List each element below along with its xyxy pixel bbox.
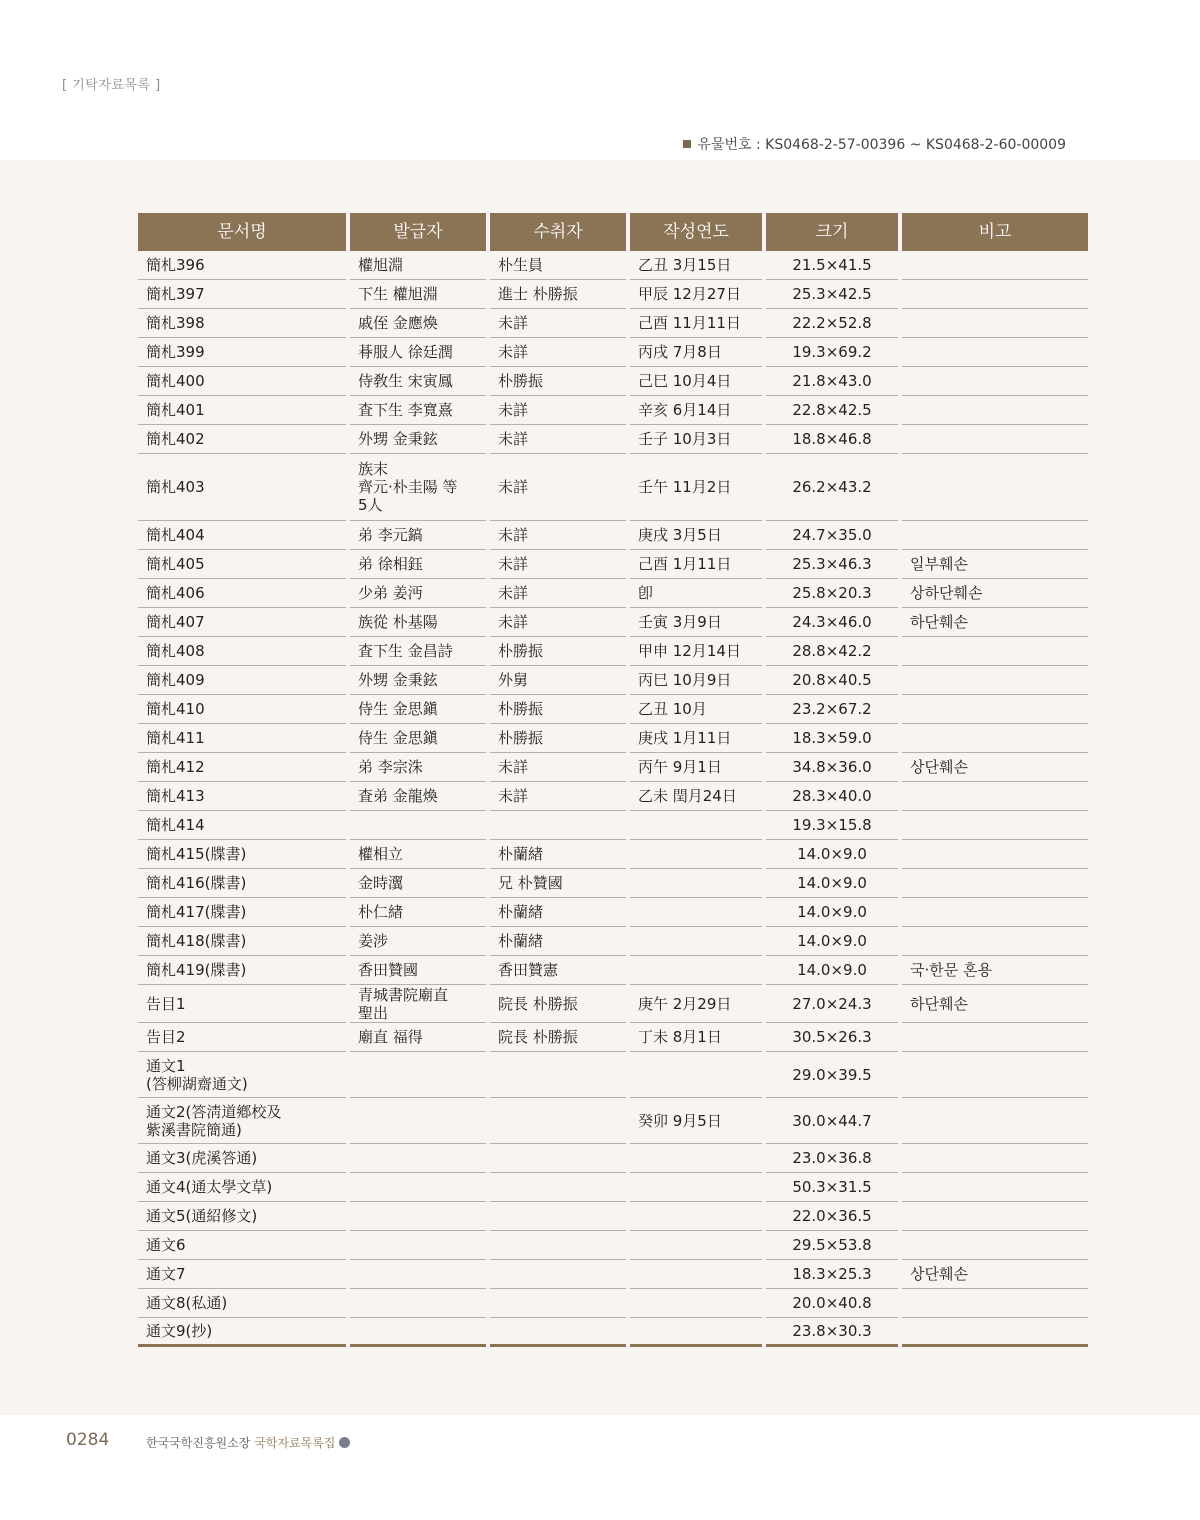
cell-issuer: 侍敎生 宋寅鳳 xyxy=(350,367,486,396)
cell-note xyxy=(902,309,1088,338)
cell-name: 簡札417(牒書) xyxy=(138,898,346,927)
cell-issuer: 下生 權旭淵 xyxy=(350,280,486,309)
cell-size: 24.7×35.0 xyxy=(766,521,898,550)
cell-note xyxy=(902,1202,1088,1231)
cell-recipient: 院長 朴勝振 xyxy=(490,1023,626,1052)
cell-issuer: 査弟 金龍煥 xyxy=(350,782,486,811)
table-row xyxy=(138,1289,1068,1318)
cell-recipient: 未詳 xyxy=(490,608,626,637)
cell-date: 己酉 1月11日 xyxy=(630,550,762,579)
cell-name: 簡札406 xyxy=(138,579,346,608)
table-row xyxy=(138,869,1068,898)
cell-recipient: 未詳 xyxy=(490,338,626,367)
cell-issuer: 權旭淵 xyxy=(350,251,486,280)
cell-name: 簡札397 xyxy=(138,280,346,309)
cell-recipient: 未詳 xyxy=(490,550,626,579)
table-row xyxy=(138,309,1068,338)
cell-recipient: 進士 朴勝振 xyxy=(490,280,626,309)
cell-date: 庚戌 3月5日 xyxy=(630,521,762,550)
table-row xyxy=(138,1173,1068,1202)
cell-note xyxy=(902,637,1088,666)
cell-name: 通文8(私通) xyxy=(138,1289,346,1318)
cell-issuer: 姜涉 xyxy=(350,927,486,956)
cell-issuer xyxy=(350,1260,486,1289)
cell-size: 20.8×40.5 xyxy=(766,666,898,695)
cell-name: 通文1 (答柳湖齋通文) xyxy=(138,1052,346,1098)
cell-note xyxy=(902,782,1088,811)
cell-date: 壬寅 3月9日 xyxy=(630,608,762,637)
cell-note xyxy=(902,454,1088,521)
cell-issuer: 少弟 姜沔 xyxy=(350,579,486,608)
table-row xyxy=(138,753,1068,782)
table-row xyxy=(138,956,1068,985)
table-row xyxy=(138,1144,1068,1173)
cell-size: 23.0×36.8 xyxy=(766,1144,898,1173)
cell-issuer: 戚侄 金應煥 xyxy=(350,309,486,338)
table-row xyxy=(138,338,1068,367)
cell-issuer: 青城書院廟直 聖出 xyxy=(350,985,486,1023)
cell-name: 簡札407 xyxy=(138,608,346,637)
column-header-recipient: 수취자 xyxy=(490,213,626,251)
cell-issuer: 廟直 福得 xyxy=(350,1023,486,1052)
column-header-size: 크기 xyxy=(766,213,898,251)
cell-issuer: 外甥 金秉鉉 xyxy=(350,666,486,695)
cell-note xyxy=(902,280,1088,309)
cell-size: 14.0×9.0 xyxy=(766,898,898,927)
table-header xyxy=(138,213,1068,251)
cell-name: 簡札416(牒書) xyxy=(138,869,346,898)
cell-recipient xyxy=(490,1260,626,1289)
cell-date xyxy=(630,898,762,927)
cell-size: 34.8×36.0 xyxy=(766,753,898,782)
cell-name: 告目2 xyxy=(138,1023,346,1052)
table-row xyxy=(138,1231,1068,1260)
cell-date: 丙午 9月1日 xyxy=(630,753,762,782)
cell-note xyxy=(902,1023,1088,1052)
cell-size: 25.8×20.3 xyxy=(766,579,898,608)
table-row xyxy=(138,985,1068,1023)
cell-size: 22.8×42.5 xyxy=(766,396,898,425)
cell-size: 26.2×43.2 xyxy=(766,454,898,521)
artifact-range xyxy=(683,134,1066,154)
table-row xyxy=(138,1023,1068,1052)
table-row xyxy=(138,579,1068,608)
cell-name: 通文6 xyxy=(138,1231,346,1260)
cell-size: 23.8×30.3 xyxy=(766,1318,898,1347)
cell-date xyxy=(630,927,762,956)
cell-issuer xyxy=(350,1202,486,1231)
cell-note xyxy=(902,695,1088,724)
cell-name: 簡札410 xyxy=(138,695,346,724)
cell-recipient xyxy=(490,1052,626,1098)
cell-name: 簡札408 xyxy=(138,637,346,666)
cell-issuer: 金時瀷 xyxy=(350,869,486,898)
table-row xyxy=(138,666,1068,695)
cell-issuer: 弟 徐相鈺 xyxy=(350,550,486,579)
cell-note xyxy=(902,1144,1088,1173)
cell-date xyxy=(630,1173,762,1202)
cell-note xyxy=(902,898,1088,927)
cell-note: 상하단훼손 xyxy=(902,579,1088,608)
cell-size: 14.0×9.0 xyxy=(766,840,898,869)
column-header-note: 비고 xyxy=(902,213,1088,251)
cell-recipient: 朴勝振 xyxy=(490,724,626,753)
cell-note: 국·한문 혼용 xyxy=(902,956,1088,985)
cell-recipient: 朴蘭緖 xyxy=(490,927,626,956)
cell-recipient xyxy=(490,1289,626,1318)
cell-size: 30.5×26.3 xyxy=(766,1023,898,1052)
cell-date: 庚戌 1月11日 xyxy=(630,724,762,753)
cell-recipient: 未詳 xyxy=(490,425,626,454)
cell-issuer xyxy=(350,1144,486,1173)
column-header-issuer: 발급자 xyxy=(350,213,486,251)
cell-name: 簡札409 xyxy=(138,666,346,695)
cell-date xyxy=(630,1144,762,1173)
cell-date: 丁未 8月1日 xyxy=(630,1023,762,1052)
cell-date: 癸卯 9月5日 xyxy=(630,1098,762,1144)
cell-note xyxy=(902,724,1088,753)
cell-note xyxy=(902,927,1088,956)
cell-note xyxy=(902,1098,1088,1144)
cell-recipient xyxy=(490,1173,626,1202)
cell-note xyxy=(902,396,1088,425)
cell-name: 通文2(答淸道鄕校及 紫溪書院簡通) xyxy=(138,1098,346,1144)
cell-name: 簡札419(牒書) xyxy=(138,956,346,985)
cell-date xyxy=(630,1289,762,1318)
cell-name: 簡札396 xyxy=(138,251,346,280)
cell-size: 27.0×24.3 xyxy=(766,985,898,1023)
cell-size: 30.0×44.7 xyxy=(766,1098,898,1144)
page-number: 0284 xyxy=(66,1430,110,1450)
cell-note: 일부훼손 xyxy=(902,550,1088,579)
cell-date xyxy=(630,840,762,869)
section-label: [ 기탁자료목록 ] xyxy=(62,78,161,93)
cell-recipient: 兄 朴贊國 xyxy=(490,869,626,898)
table-row xyxy=(138,1260,1068,1289)
cell-recipient: 朴勝振 xyxy=(490,367,626,396)
cell-date: 壬子 10月3日 xyxy=(630,425,762,454)
table-row xyxy=(138,1098,1068,1144)
cell-date: 乙丑 3月15日 xyxy=(630,251,762,280)
table-row xyxy=(138,396,1068,425)
cell-issuer: 査下生 金昌詩 xyxy=(350,637,486,666)
cell-issuer xyxy=(350,1173,486,1202)
cell-name: 通文4(通太學文草) xyxy=(138,1173,346,1202)
cell-size: 28.3×40.0 xyxy=(766,782,898,811)
cell-date xyxy=(630,811,762,840)
cell-issuer: 侍生 金思鎭 xyxy=(350,724,486,753)
cell-size: 22.2×52.8 xyxy=(766,309,898,338)
cell-note xyxy=(902,811,1088,840)
table-row xyxy=(138,782,1068,811)
cell-date: 甲辰 12月27日 xyxy=(630,280,762,309)
cell-name: 簡札414 xyxy=(138,811,346,840)
cell-recipient: 朴勝振 xyxy=(490,637,626,666)
cell-name: 簡札401 xyxy=(138,396,346,425)
cell-size: 19.3×15.8 xyxy=(766,811,898,840)
circle-icon xyxy=(339,1437,350,1448)
cell-note xyxy=(902,1318,1088,1347)
cell-date xyxy=(630,869,762,898)
cell-size: 18.3×25.3 xyxy=(766,1260,898,1289)
artifact-range-text: 유물번호 : KS0468-2-57-00396 ~ KS0468-2-60-00009 xyxy=(697,137,1066,153)
cell-date: 乙丑 10月 xyxy=(630,695,762,724)
cell-date: 卽 xyxy=(630,579,762,608)
publication-title xyxy=(146,1434,350,1451)
cell-name: 簡札411 xyxy=(138,724,346,753)
cell-name: 簡札403 xyxy=(138,454,346,521)
cell-date: 己酉 11月11日 xyxy=(630,309,762,338)
cell-recipient: 朴蘭緖 xyxy=(490,898,626,927)
records-table xyxy=(138,213,1068,1347)
cell-size: 21.5×41.5 xyxy=(766,251,898,280)
cell-name: 通文3(虎溪答通) xyxy=(138,1144,346,1173)
cell-issuer: 弟 李宗洙 xyxy=(350,753,486,782)
table-row xyxy=(138,1052,1068,1098)
column-header-date: 작성연도 xyxy=(630,213,762,251)
cell-note: 하단훼손 xyxy=(902,608,1088,637)
table-row xyxy=(138,521,1068,550)
cell-date: 壬午 11月2日 xyxy=(630,454,762,521)
cell-date: 丙戌 7月8日 xyxy=(630,338,762,367)
cell-issuer: 族從 朴基陽 xyxy=(350,608,486,637)
cell-size: 29.0×39.5 xyxy=(766,1052,898,1098)
cell-recipient: 未詳 xyxy=(490,396,626,425)
cell-name: 通文9(抄) xyxy=(138,1318,346,1347)
cell-size: 22.0×36.5 xyxy=(766,1202,898,1231)
table-row xyxy=(138,811,1068,840)
cell-size: 25.3×42.5 xyxy=(766,280,898,309)
cell-issuer xyxy=(350,1318,486,1347)
cell-name: 簡札398 xyxy=(138,309,346,338)
cell-recipient: 未詳 xyxy=(490,579,626,608)
cell-date: 丙巳 10月9日 xyxy=(630,666,762,695)
cell-note xyxy=(902,666,1088,695)
cell-note xyxy=(902,338,1088,367)
cell-size: 18.8×46.8 xyxy=(766,425,898,454)
cell-issuer: 外甥 金秉鉉 xyxy=(350,425,486,454)
cell-recipient: 院長 朴勝振 xyxy=(490,985,626,1023)
cell-name: 簡札400 xyxy=(138,367,346,396)
cell-size: 18.3×59.0 xyxy=(766,724,898,753)
table-row xyxy=(138,251,1068,280)
cell-name: 簡札418(牒書) xyxy=(138,927,346,956)
cell-date: 己巳 10月4日 xyxy=(630,367,762,396)
cell-name: 簡札399 xyxy=(138,338,346,367)
cell-recipient xyxy=(490,1231,626,1260)
cell-note: 상단훼손 xyxy=(902,753,1088,782)
cell-name: 通文7 xyxy=(138,1260,346,1289)
cell-size: 28.8×42.2 xyxy=(766,637,898,666)
cell-note xyxy=(902,1231,1088,1260)
column-header-name: 문서명 xyxy=(138,213,346,251)
cell-size: 50.3×31.5 xyxy=(766,1173,898,1202)
cell-size: 20.0×40.8 xyxy=(766,1289,898,1318)
table-row xyxy=(138,454,1068,521)
cell-recipient: 朴蘭緖 xyxy=(490,840,626,869)
cell-date xyxy=(630,956,762,985)
cell-note xyxy=(902,1052,1088,1098)
cell-date xyxy=(630,1318,762,1347)
table-row xyxy=(138,425,1068,454)
cell-date xyxy=(630,1202,762,1231)
cell-date: 乙未 閏月24日 xyxy=(630,782,762,811)
cell-issuer xyxy=(350,811,486,840)
cell-date: 辛亥 6月14日 xyxy=(630,396,762,425)
cell-date xyxy=(630,1052,762,1098)
table-row xyxy=(138,724,1068,753)
cell-note: 상단훼손 xyxy=(902,1260,1088,1289)
cell-date xyxy=(630,1231,762,1260)
cell-date: 甲申 12月14日 xyxy=(630,637,762,666)
cell-name: 簡札413 xyxy=(138,782,346,811)
cell-recipient: 未詳 xyxy=(490,454,626,521)
cell-note xyxy=(902,840,1088,869)
cell-recipient xyxy=(490,1098,626,1144)
cell-note: 하단훼손 xyxy=(902,985,1088,1023)
table-row xyxy=(138,840,1068,869)
cell-recipient: 朴生員 xyxy=(490,251,626,280)
cell-size: 23.2×67.2 xyxy=(766,695,898,724)
cell-note xyxy=(902,521,1088,550)
cell-note xyxy=(902,1173,1088,1202)
cell-issuer: 權相立 xyxy=(350,840,486,869)
cell-recipient: 未詳 xyxy=(490,521,626,550)
cell-issuer: 朞服人 徐廷潤 xyxy=(350,338,486,367)
cell-recipient: 未詳 xyxy=(490,782,626,811)
book-title: 국학자료목록집 xyxy=(254,1436,336,1450)
cell-recipient: 香田贊憲 xyxy=(490,956,626,985)
table-row xyxy=(138,927,1068,956)
cell-recipient: 外舅 xyxy=(490,666,626,695)
cell-size: 21.8×43.0 xyxy=(766,367,898,396)
cell-name: 簡札415(牒書) xyxy=(138,840,346,869)
table-row xyxy=(138,898,1068,927)
cell-name: 簡札412 xyxy=(138,753,346,782)
cell-recipient: 未詳 xyxy=(490,753,626,782)
cell-date xyxy=(630,1260,762,1289)
table-row xyxy=(138,280,1068,309)
cell-size: 19.3×69.2 xyxy=(766,338,898,367)
cell-name: 告目1 xyxy=(138,985,346,1023)
cell-note xyxy=(902,251,1088,280)
footer xyxy=(0,1415,1200,1520)
cell-recipient: 未詳 xyxy=(490,309,626,338)
cell-name: 簡札405 xyxy=(138,550,346,579)
cell-name: 簡札404 xyxy=(138,521,346,550)
cell-size: 25.3×46.3 xyxy=(766,550,898,579)
cell-issuer xyxy=(350,1231,486,1260)
cell-name: 簡札402 xyxy=(138,425,346,454)
cell-size: 14.0×9.0 xyxy=(766,869,898,898)
cell-issuer xyxy=(350,1052,486,1098)
cell-note xyxy=(902,367,1088,396)
table-body xyxy=(138,251,1068,1347)
publisher-name: 한국국학진흥원소장 xyxy=(146,1436,251,1450)
cell-issuer: 族末 齊元·朴圭陽 等 5人 xyxy=(350,454,486,521)
cell-date: 庚午 2月29日 xyxy=(630,985,762,1023)
table-row xyxy=(138,608,1068,637)
cell-issuer xyxy=(350,1098,486,1144)
cell-name: 通文5(通紹修文) xyxy=(138,1202,346,1231)
table-row xyxy=(138,695,1068,724)
cell-issuer: 査下生 李寬熹 xyxy=(350,396,486,425)
cell-issuer: 弟 李元鎬 xyxy=(350,521,486,550)
cell-size: 14.0×9.0 xyxy=(766,956,898,985)
table-row xyxy=(138,1202,1068,1231)
cell-recipient: 朴勝振 xyxy=(490,695,626,724)
cell-note xyxy=(902,869,1088,898)
cell-size: 29.5×53.8 xyxy=(766,1231,898,1260)
table-row xyxy=(138,367,1068,396)
cell-recipient xyxy=(490,1144,626,1173)
cell-issuer: 香田贊國 xyxy=(350,956,486,985)
cell-size: 24.3×46.0 xyxy=(766,608,898,637)
table-row xyxy=(138,637,1068,666)
table-row xyxy=(138,550,1068,579)
cell-recipient xyxy=(490,811,626,840)
cell-size: 14.0×9.0 xyxy=(766,927,898,956)
square-bullet-icon xyxy=(683,140,691,148)
cell-issuer: 朴仁緖 xyxy=(350,898,486,927)
cell-recipient xyxy=(490,1202,626,1231)
cell-issuer xyxy=(350,1289,486,1318)
cell-note xyxy=(902,425,1088,454)
table-row xyxy=(138,1318,1068,1347)
cell-issuer: 侍生 金思鎭 xyxy=(350,695,486,724)
cell-note xyxy=(902,1289,1088,1318)
cell-recipient xyxy=(490,1318,626,1347)
